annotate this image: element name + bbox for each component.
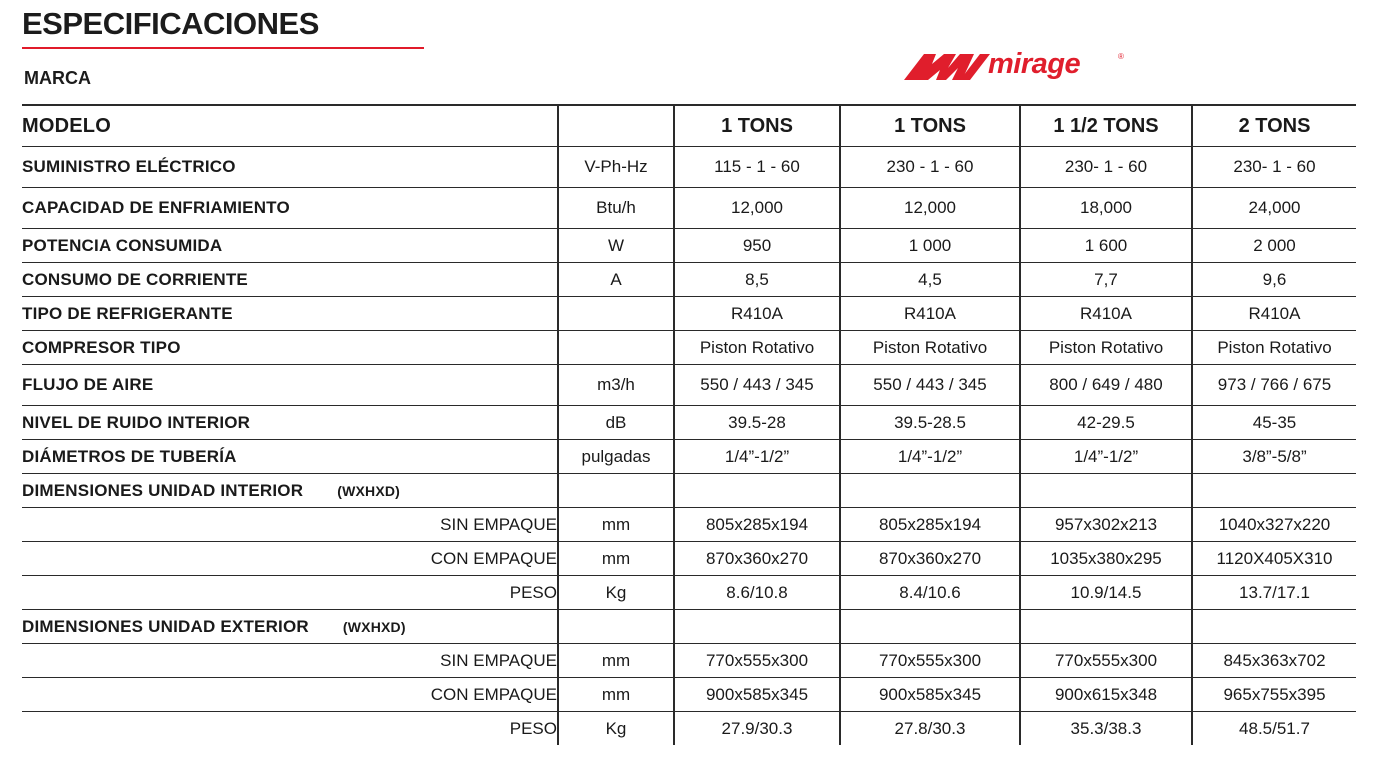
unit-cell: Kg bbox=[558, 576, 674, 610]
row-label: NIVEL DE RUIDO INTERIOR bbox=[22, 406, 558, 440]
value-cell: 1/4”-1/2” bbox=[840, 440, 1020, 474]
row-label: SIN EMPAQUE bbox=[22, 644, 558, 678]
value-cell bbox=[674, 610, 840, 644]
unit-cell bbox=[558, 474, 674, 508]
value-cell bbox=[1020, 474, 1192, 508]
model-header: 1 TONS bbox=[840, 105, 1020, 147]
value-cell: 230 - 1 - 60 bbox=[840, 147, 1020, 188]
value-cell: 42-29.5 bbox=[1020, 406, 1192, 440]
value-cell: Piston Rotativo bbox=[1192, 331, 1356, 365]
unit-cell: m3/h bbox=[558, 365, 674, 406]
value-cell: 805x285x194 bbox=[840, 508, 1020, 542]
table-row bbox=[22, 147, 1356, 188]
value-cell: 13.7/17.1 bbox=[1192, 576, 1356, 610]
value-cell: 900x585x345 bbox=[674, 678, 840, 712]
value-cell: Piston Rotativo bbox=[1020, 331, 1192, 365]
row-label: PESO bbox=[22, 712, 558, 746]
value-cell: 8,5 bbox=[674, 263, 840, 297]
value-cell: 7,7 bbox=[1020, 263, 1192, 297]
value-cell: 18,000 bbox=[1020, 188, 1192, 229]
unit-cell: pulgadas bbox=[558, 440, 674, 474]
unit-cell: A bbox=[558, 263, 674, 297]
value-cell: 115 - 1 - 60 bbox=[674, 147, 840, 188]
value-cell: 12,000 bbox=[674, 188, 840, 229]
unit-cell bbox=[558, 297, 674, 331]
table-row bbox=[22, 678, 1356, 712]
unit-cell: mm bbox=[558, 508, 674, 542]
value-cell: 48.5/51.7 bbox=[1239, 718, 1310, 738]
model-header: 2 TONS bbox=[1192, 105, 1356, 147]
value-cell bbox=[840, 610, 1020, 644]
value-cell: Piston Rotativo bbox=[674, 331, 840, 365]
value-cell: 35.3/38.3 bbox=[1020, 712, 1192, 746]
dimension-order: (WXHXD) bbox=[337, 482, 401, 499]
page-title: ESPECIFICACIONES bbox=[22, 6, 319, 41]
unit-cell bbox=[558, 105, 674, 147]
value-cell: 1120X405X310 bbox=[1192, 542, 1356, 576]
row-label: DIÁMETROS DE TUBERÍA bbox=[22, 440, 558, 474]
unit-cell: Kg bbox=[558, 712, 674, 746]
table-row bbox=[22, 263, 1356, 297]
value-cell bbox=[674, 474, 840, 508]
value-cell: 957x302x213 bbox=[1020, 508, 1192, 542]
value-cell: 550 / 443 / 345 bbox=[840, 365, 1020, 406]
section-title: DIMENSIONES UNIDAD EXTERIOR bbox=[22, 616, 309, 636]
value-cell: R410A bbox=[1020, 297, 1192, 331]
value-cell: 1/4”-1/2” bbox=[1020, 440, 1192, 474]
table-section-interior bbox=[22, 474, 1356, 508]
specifications-table bbox=[22, 104, 1356, 745]
value-cell: 10.9/14.5 bbox=[1020, 576, 1192, 610]
unit-cell: dB bbox=[558, 406, 674, 440]
value-cell: 39.5-28 bbox=[674, 406, 840, 440]
brand-registered-mark: ® bbox=[1118, 52, 1124, 61]
table-row bbox=[22, 406, 1356, 440]
value-cell: 230- 1 - 60 bbox=[1192, 147, 1356, 188]
row-label: POTENCIA CONSUMIDA bbox=[22, 229, 558, 263]
table-row-model bbox=[22, 105, 1356, 147]
section-label bbox=[22, 474, 558, 508]
value-cell: R410A bbox=[1192, 297, 1356, 331]
table-row-last bbox=[22, 712, 1356, 746]
row-label: SUMINISTRO ELÉCTRICO bbox=[22, 147, 558, 188]
value-cell: 1 600 bbox=[1020, 229, 1192, 263]
row-label: CAPACIDAD DE ENFRIAMIENTO bbox=[22, 188, 558, 229]
value-cell: 770x555x300 bbox=[674, 644, 840, 678]
row-label: COMPRESOR TIPO bbox=[22, 331, 558, 365]
value-cell: 27.9/30.3 bbox=[674, 712, 840, 746]
row-label: SIN EMPAQUE bbox=[22, 508, 558, 542]
value-cell: 1 000 bbox=[840, 229, 1020, 263]
value-cell: 45-35 bbox=[1192, 406, 1356, 440]
value-cell: 24,000 bbox=[1192, 188, 1356, 229]
table-row bbox=[22, 297, 1356, 331]
value-cell bbox=[1192, 474, 1356, 508]
value-cell: 900x615x348 bbox=[1020, 678, 1192, 712]
table-row bbox=[22, 576, 1356, 610]
unit-cell: W bbox=[558, 229, 674, 263]
value-cell: R410A bbox=[674, 297, 840, 331]
value-cell bbox=[840, 474, 1020, 508]
value-cell: 12,000 bbox=[840, 188, 1020, 229]
value-cell: 1035x380x295 bbox=[1020, 542, 1192, 576]
value-cell: 965x755x395 bbox=[1192, 678, 1356, 712]
unit-cell: Btu/h bbox=[558, 188, 674, 229]
value-cell: Piston Rotativo bbox=[840, 331, 1020, 365]
section-label bbox=[22, 610, 558, 644]
table-row bbox=[22, 508, 1356, 542]
row-label: CON EMPAQUE bbox=[22, 542, 558, 576]
value-cell: 870x360x270 bbox=[674, 542, 840, 576]
value-cell: 9,6 bbox=[1192, 263, 1356, 297]
table-row bbox=[22, 365, 1356, 406]
brand-label: MARCA bbox=[24, 68, 91, 88]
model-header: 1 1/2 TONS bbox=[1020, 105, 1192, 147]
unit-cell: V-Ph-Hz bbox=[558, 147, 674, 188]
unit-cell: mm bbox=[558, 542, 674, 576]
value-cell: 1/4”-1/2” bbox=[674, 440, 840, 474]
value-cell: 950 bbox=[674, 229, 840, 263]
row-label: MODELO bbox=[22, 105, 558, 147]
value-cell bbox=[1192, 610, 1356, 644]
value-cell: 39.5-28.5 bbox=[840, 406, 1020, 440]
value-cell: 1040x327x220 bbox=[1192, 508, 1356, 542]
value-cell: 230- 1 - 60 bbox=[1020, 147, 1192, 188]
table-row bbox=[22, 644, 1356, 678]
row-label: FLUJO DE AIRE bbox=[22, 365, 558, 406]
row-label: TIPO DE REFRIGERANTE bbox=[22, 297, 558, 331]
value-cell: 870x360x270 bbox=[840, 542, 1020, 576]
value-cell: R410A bbox=[840, 297, 1020, 331]
row-label: CONSUMO DE CORRIENTE bbox=[22, 263, 558, 297]
unit-cell bbox=[558, 331, 674, 365]
unit-cell bbox=[558, 610, 674, 644]
value-cell: 973 / 766 / 675 bbox=[1192, 365, 1356, 406]
title-underline bbox=[22, 47, 424, 49]
value-cell: 2 000 bbox=[1192, 229, 1356, 263]
value-cell bbox=[1020, 610, 1192, 644]
dimension-order: (WXHXD) bbox=[342, 618, 406, 635]
value-cell: 4,5 bbox=[840, 263, 1020, 297]
table-section-exterior bbox=[22, 610, 1356, 644]
row-label: CON EMPAQUE bbox=[22, 678, 558, 712]
table-row bbox=[22, 331, 1356, 365]
brand-logo-text: mirage bbox=[988, 48, 1081, 80]
model-header: 1 TONS bbox=[674, 105, 840, 147]
table-row bbox=[22, 542, 1356, 576]
value-cell: 3/8”-5/8” bbox=[1192, 440, 1356, 474]
value-cell: 900x585x345 bbox=[840, 678, 1020, 712]
section-title: DIMENSIONES UNIDAD INTERIOR bbox=[22, 480, 304, 500]
unit-cell: mm bbox=[558, 644, 674, 678]
value-cell: 8.6/10.8 bbox=[674, 576, 840, 610]
table-row bbox=[22, 440, 1356, 474]
value-cell: 770x555x300 bbox=[1020, 644, 1192, 678]
value-cell: 845x363x702 bbox=[1192, 644, 1356, 678]
table-row bbox=[22, 188, 1356, 229]
value-cell: 550 / 443 / 345 bbox=[674, 365, 840, 406]
unit-cell: mm bbox=[558, 678, 674, 712]
value-cell: 8.4/10.6 bbox=[840, 576, 1020, 610]
value-cell: 770x555x300 bbox=[840, 644, 1020, 678]
value-cell: 800 / 649 / 480 bbox=[1020, 365, 1192, 406]
value-cell: 805x285x194 bbox=[674, 508, 840, 542]
row-label: PESO bbox=[22, 576, 558, 610]
table-row bbox=[22, 229, 1356, 263]
value-cell: 27.8/30.3 bbox=[840, 712, 1020, 746]
